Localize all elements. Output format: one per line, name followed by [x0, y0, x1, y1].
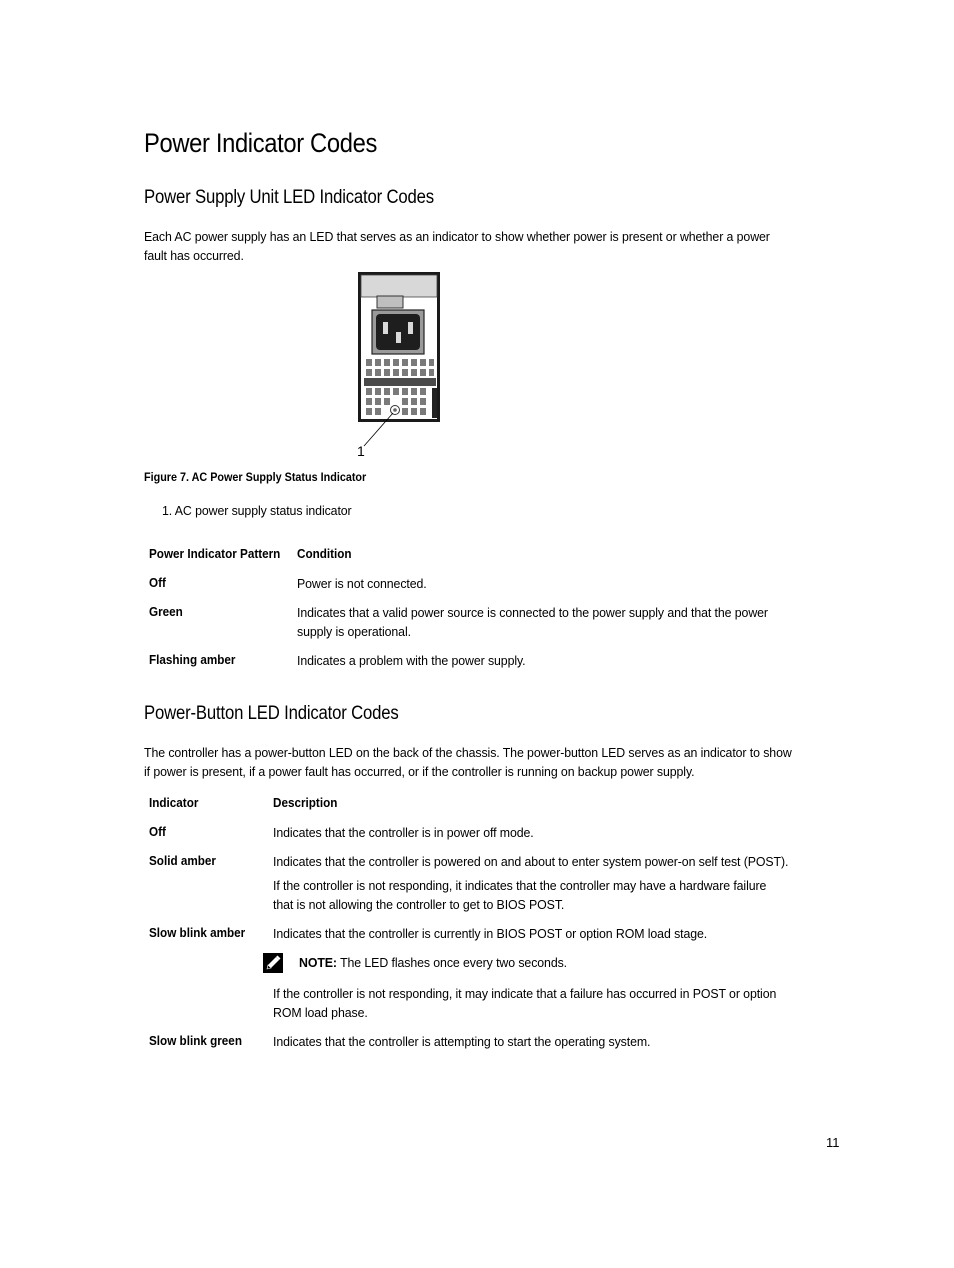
button-row-description-line: that is not allowing the controller to get to BIOS POST.: [273, 897, 565, 912]
button-row-indicator: Off: [149, 824, 166, 839]
psu-intro-line-2: fault has occurred.: [144, 248, 244, 263]
psu-figure: [352, 270, 444, 460]
ac-pin-right-icon: [408, 322, 413, 334]
button-intro-line-1: The controller has a power-button LED on the back of the chassis. The power-button LED serves as an indicator to show: [144, 745, 792, 760]
psu-intro-paragraph: [144, 227, 809, 265]
button-table-header-description: Description: [273, 795, 338, 810]
psu-row-condition: Power is not connected.: [297, 576, 427, 591]
psu-row-pattern: Off: [149, 575, 166, 590]
page-title: Power Indicator Codes: [144, 128, 377, 158]
button-row-indicator: Solid amber: [149, 853, 216, 868]
button-row-description: Indicates that the controller is powered on and about to enter system power-on self test (POST).: [273, 854, 789, 869]
button-row-description: Indicates that the controller is in power off mode.: [273, 825, 534, 840]
button-intro-line-2: if power is present, if a power fault has occurred, or if the controller is running on backup power supply.: [144, 764, 695, 779]
status-led-core-icon: [393, 408, 397, 412]
psu-row-pattern: Flashing amber: [149, 652, 236, 667]
button-intro-paragraph: [144, 743, 809, 781]
psu-section-heading: Power Supply Unit LED Indicator Codes: [144, 187, 434, 208]
psu-latch: [377, 296, 403, 308]
note-label: NOTE:: [299, 955, 337, 970]
button-row-description-line: If the controller is not responding, it indicates that the controller may have a hardware failure: [273, 878, 767, 893]
psu-table-header-pattern: Power Indicator Pattern: [149, 546, 281, 561]
button-table-header-indicator: Indicator: [149, 795, 199, 810]
button-row-description-extra: [273, 984, 776, 1022]
button-row-indicator: Slow blink green: [149, 1033, 242, 1048]
psu-intro-line-1: Each AC power supply has an LED that serves as an indicator to show whether power is present or whether a power: [144, 229, 770, 244]
button-section-heading: Power-Button LED Indicator Codes: [144, 703, 399, 724]
figure-caption: Figure 7. AC Power Supply Status Indicator: [144, 470, 367, 484]
psu-side-strip: [432, 388, 437, 418]
button-row-description-extra: [273, 876, 766, 914]
button-row-description-line: If the controller is not responding, it may indicate that a failure has occurred in POST or option: [273, 986, 777, 1001]
note-body: The LED flashes once every two seconds.: [336, 955, 568, 970]
psu-table-header-condition: Condition: [297, 546, 352, 561]
psu-row-condition-line: Indicates that a valid power source is connected to the power supply and that the power: [297, 605, 768, 620]
page-number: 11: [826, 1135, 840, 1150]
ac-pin-ground-icon: [396, 332, 401, 343]
psu-row-condition: [297, 603, 768, 641]
button-row-indicator: Slow blink amber: [149, 925, 246, 940]
ac-pin-left-icon: [383, 322, 388, 334]
psu-row-condition: Indicates a problem with the power supply.: [297, 653, 526, 668]
note-pencil-icon: [262, 952, 284, 974]
psu-row-pattern: Green: [149, 604, 183, 619]
button-row-description: Indicates that the controller is attempting to start the operating system.: [273, 1034, 651, 1049]
note-text: [299, 953, 567, 972]
button-row-description-line: ROM load phase.: [273, 1005, 368, 1020]
figure-callout-number: 1: [357, 443, 365, 459]
psu-handle-plate: [361, 275, 437, 297]
button-row-description: Indicates that the controller is currently in BIOS POST or option ROM load stage.: [273, 926, 708, 941]
psu-row-condition-line: supply is operational.: [297, 624, 411, 639]
psu-middle-bar: [364, 378, 436, 386]
figure-legend-item: 1. AC power supply status indicator: [162, 503, 352, 518]
